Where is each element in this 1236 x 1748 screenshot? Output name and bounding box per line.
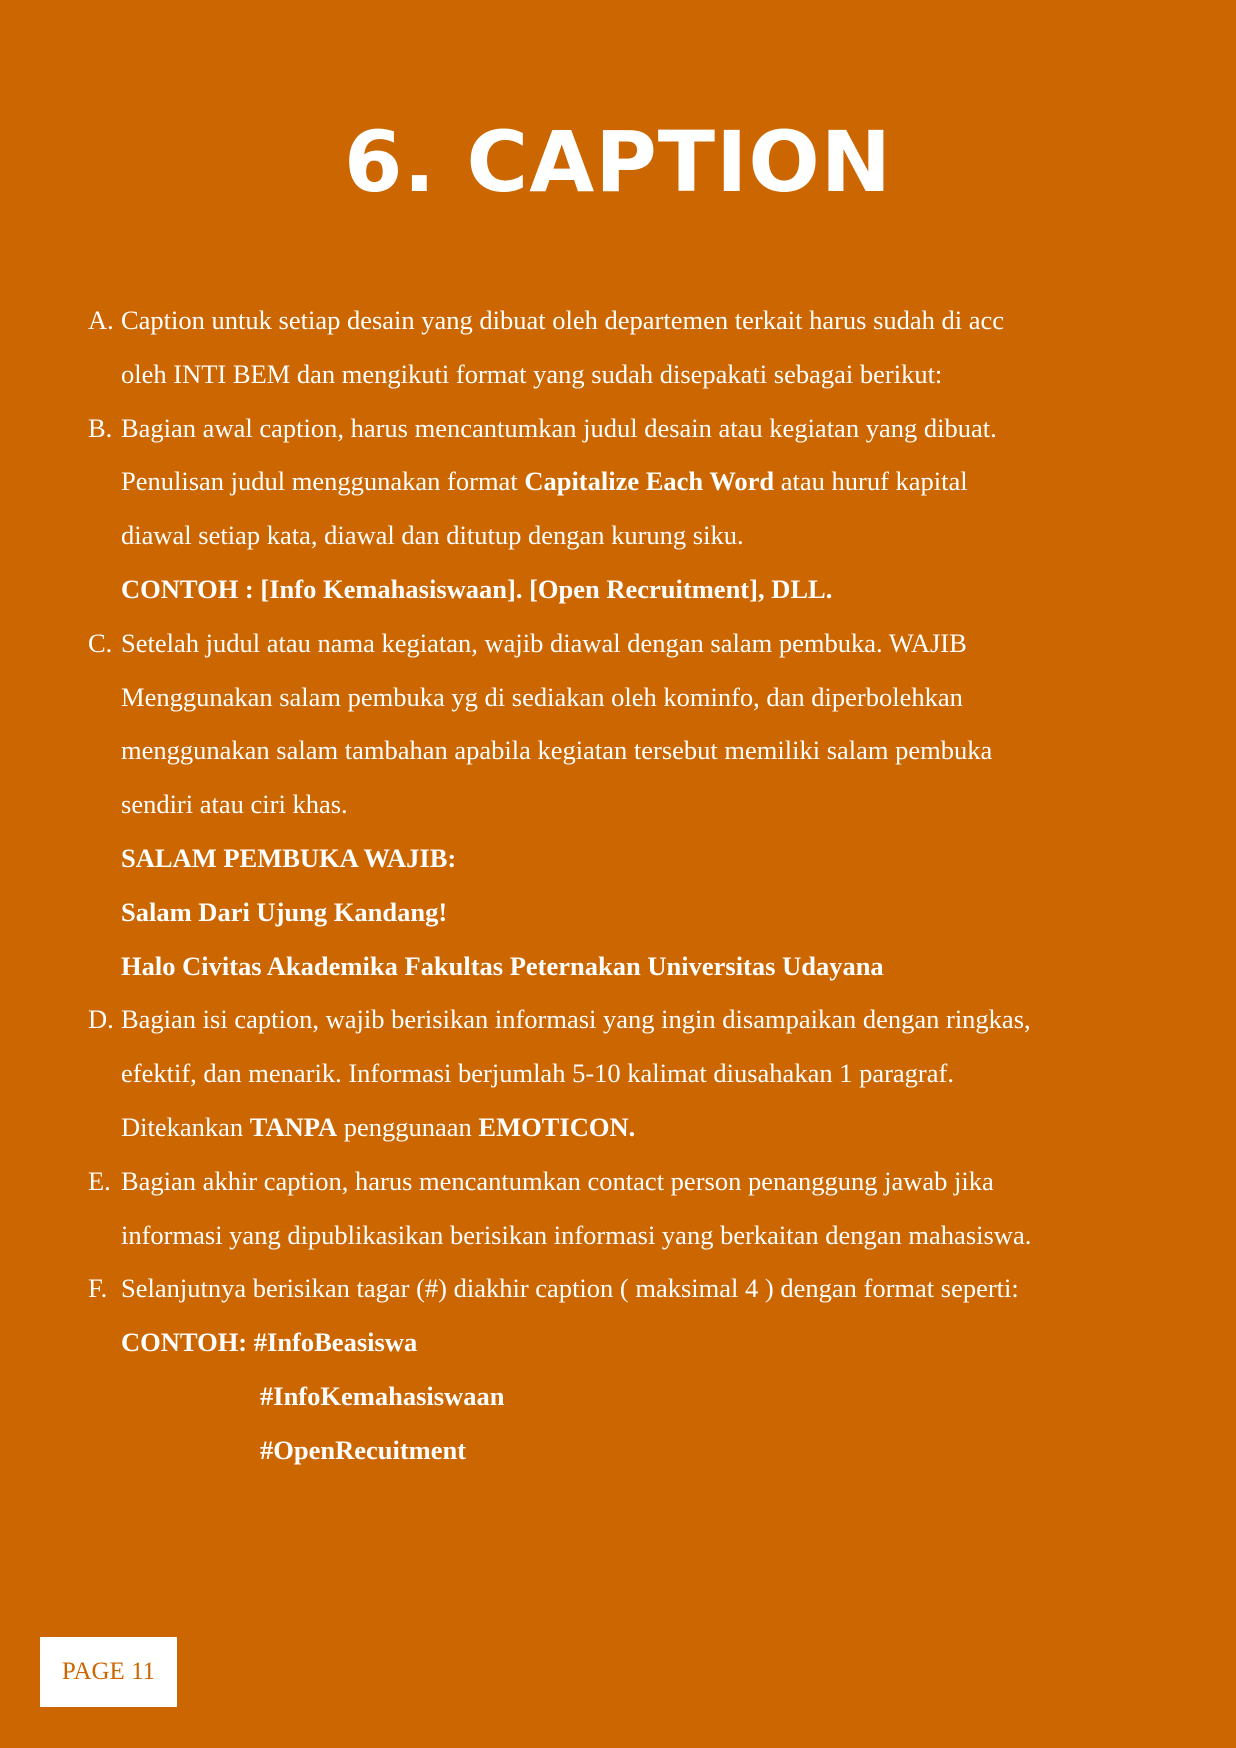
list-item-a	[88, 294, 1148, 402]
text-span: Ditekankan	[121, 1111, 250, 1142]
text-span: Penulisan judul menggunakan format	[121, 466, 525, 497]
list-item-body	[121, 1262, 1148, 1477]
list-item-body	[121, 1155, 1148, 1263]
text-line: efektif, dan menarik. Informasi berjumlah 5-10 kalimat diusahakan 1 paragraf.	[121, 1058, 954, 1089]
list-item-body	[121, 294, 1148, 402]
text-line: Bagian akhir caption, harus mencantumkan contact person penanggung jawab jika	[121, 1165, 994, 1196]
list-item-b	[88, 402, 1148, 617]
example-line: CONTOH : [Info Kemahasiswaan]. [Open Recruitment], DLL.	[121, 573, 833, 604]
list-item-c	[88, 617, 1148, 994]
emphasis-text: Capitalize Each Word	[524, 466, 775, 497]
list-marker: B.	[88, 412, 113, 443]
list-item-e	[88, 1155, 1148, 1263]
list-marker: F.	[88, 1273, 108, 1304]
list-marker: D.	[88, 1004, 114, 1035]
salam-line: Halo Civitas Akademika Fakultas Peternakan Universitas Udayana	[121, 950, 884, 981]
text-line	[121, 1101, 1148, 1155]
page-title: 6. CAPTION	[343, 113, 893, 211]
list-marker: E.	[88, 1165, 111, 1196]
text-line: Bagian awal caption, harus mencantumkan judul desain atau kegiatan yang dibuat.	[121, 412, 997, 443]
list-item-body	[121, 402, 1148, 617]
list-marker: A.	[88, 305, 114, 335]
text-line: sendiri atau ciri khas.	[121, 789, 348, 820]
text-line: menggunakan salam tambahan apabila kegiatan tersebut memiliki salam pembuka	[121, 735, 993, 766]
list-marker: C.	[88, 627, 113, 658]
text-line: Caption untuk setiap desain yang dibuat oleh departemen terkait harus sudah di acc	[121, 305, 1005, 335]
list-item-body	[121, 993, 1148, 1154]
text-line: Setelah judul atau nama kegiatan, wajib diawal dengan salam pembuka. WAJIB	[121, 627, 967, 658]
list-item-body	[121, 617, 1148, 994]
hashtag-example-line: CONTOH: #InfoBeasiswa	[121, 1327, 418, 1358]
text-line: Menggunakan salam pembuka yg di sediakan oleh kominfo, dan diperbolehkan	[121, 681, 963, 712]
caption-guidelines	[88, 294, 1148, 1478]
list-item-d	[88, 993, 1148, 1154]
text-span: atau huruf kapital	[774, 466, 968, 497]
text-span: penggunaan	[337, 1111, 479, 1142]
emphasis-text: EMOTICON.	[478, 1111, 636, 1142]
list-item-f	[88, 1262, 1148, 1477]
text-line: informasi yang dipublikasikan berisikan informasi yang berkaitan dengan mahasiswa.	[121, 1219, 1032, 1250]
text-line	[121, 455, 1148, 509]
page-number-badge: PAGE 11	[40, 1637, 177, 1707]
hashtag-line: #OpenRecuitment	[260, 1434, 467, 1465]
emphasis-text: TANPA	[249, 1111, 338, 1142]
text-line: oleh INTI BEM dan mengikuti format yang sudah disepakati sebagai berikut:	[121, 358, 943, 389]
text-line: Selanjutnya berisikan tagar (#) diakhir caption ( maksimal 4 ) dengan format seperti:	[121, 1273, 1019, 1304]
salam-line: Salam Dari Ujung Kandang!	[121, 896, 448, 927]
hashtag-line: #InfoKemahasiswaan	[260, 1380, 505, 1411]
salam-heading: SALAM PEMBUKA WAJIB:	[121, 842, 457, 873]
text-line: diawal setiap kata, diawal dan ditutup dengan kurung siku.	[121, 520, 744, 551]
text-line: Bagian isi caption, wajib berisikan informasi yang ingin disampaikan dengan ringkas,	[121, 1004, 1031, 1035]
